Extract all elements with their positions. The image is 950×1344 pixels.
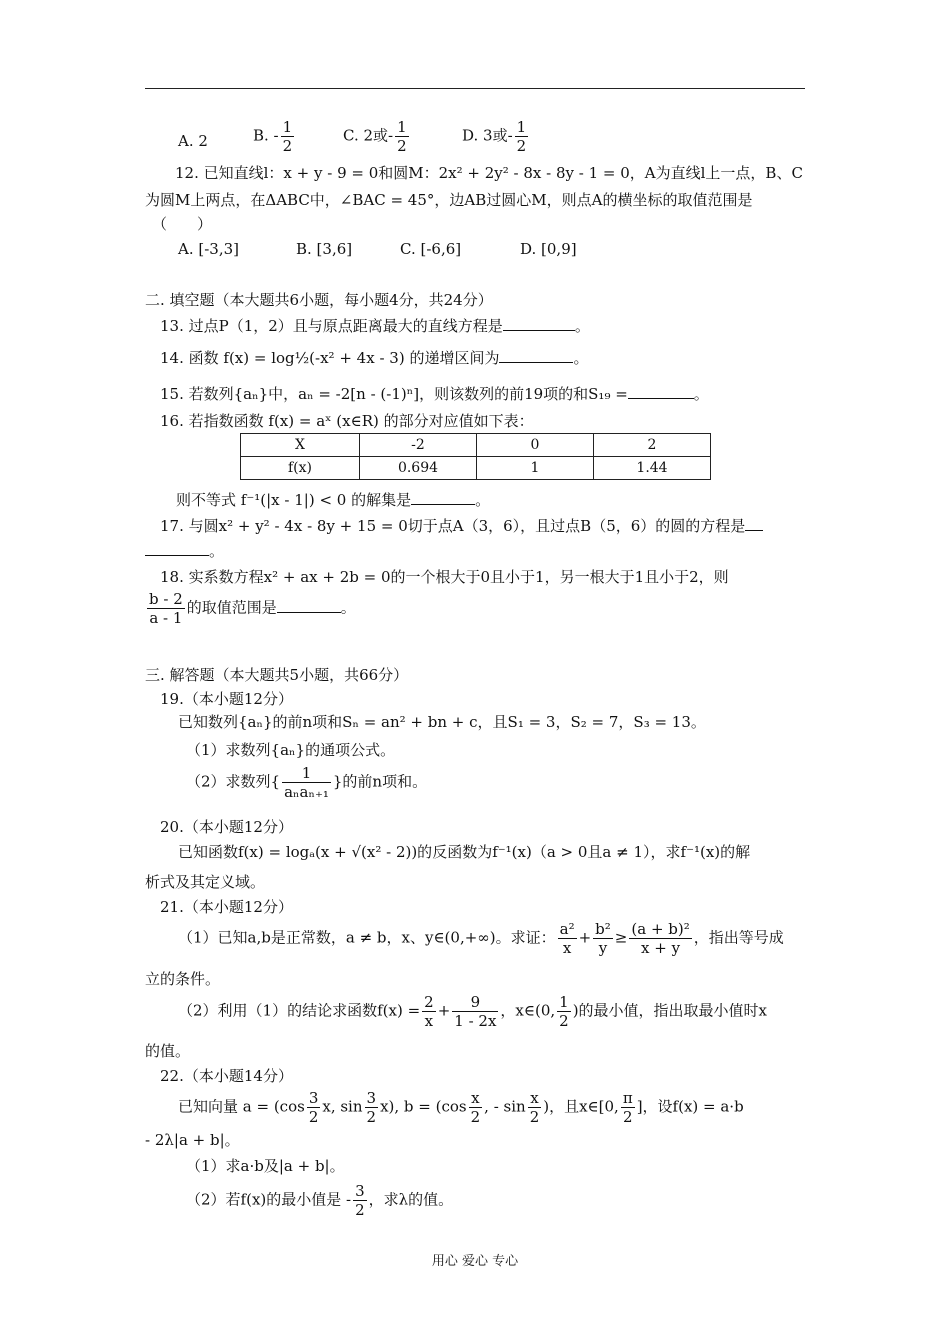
q22c: （1）求a·b及|a + b|。 xyxy=(186,1157,345,1175)
q19: 19.（本小题12分） xyxy=(160,690,293,708)
q12-option-c: C. [-6,6] xyxy=(400,240,462,258)
q20a: 已知函数f(x) = logₐ(x + √(x² - 2))的反函数为f⁻¹(x)（a > 0且a ≠ 1），求f⁻¹(x)的解 xyxy=(178,843,751,861)
q20: 20.（本小题12分） xyxy=(160,818,293,836)
q11-option-c: C. 2或- $\frac{1}{2}$ xyxy=(343,118,407,155)
q21a: （1）已知a,b是正常数，a ≠ b，x、y∈(0,+∞)。求证： $\frac{\text{a²}}{x}$ + $\frac{\text{b²}}{y}$ ≥ $\frac{\text{(a + b)²}}{x + y}$ ，指出等号成 xyxy=(178,920,784,957)
q22d: （2）若f(x)的最小值是 - $\frac{3}{2}$ ，求λ的值。 xyxy=(186,1182,454,1219)
section3-title: 三. 解答题（本大题共5小题，共66分） xyxy=(145,666,409,684)
q11-option-d: D. 3或- $\frac{1}{2}$ xyxy=(462,118,527,155)
table-cell: 2 xyxy=(594,434,711,457)
q12-line3: （ ） xyxy=(152,215,213,233)
q14: 14. 函数 f(x) = log½(-x² + 4x - 3) 的递增区间为 。 xyxy=(160,349,589,367)
table-row xyxy=(241,457,711,480)
q12-option-a: A. [-3,3] xyxy=(178,240,239,258)
section2-title: 二. 填空题（本大题共6小题，每小题4分，共24分） xyxy=(145,291,493,309)
table-cell: -2 xyxy=(360,434,477,457)
q12-line2: 为圆M上两点，在ΔABC中，∠BAC = 45°，边AB过圆心M，则点A的横坐标的取值范围是 xyxy=(145,191,753,209)
table-cell: X xyxy=(241,434,360,457)
q22b: - 2λ|a + b|。 xyxy=(145,1131,240,1149)
table-row xyxy=(241,434,711,457)
q19b: （1）求数列{aₙ}的通项公式。 xyxy=(186,741,396,759)
table-cell: 1 xyxy=(477,457,594,480)
q22a: 已知向量 a = (cos $\frac{3}{2}$ x, sin $\frac{3}{2}$ x), b = (cos $\frac{x}{2}$ , - sin $\frac{x}{2}$ )，且x∈[0, $\frac{\pi}{2}$ ]，设f(x) = a·b xyxy=(178,1089,744,1126)
q12-option-b: B. [3,6] xyxy=(296,240,353,258)
table-cell: 0 xyxy=(477,434,594,457)
table-cell: 0.694 xyxy=(360,457,477,480)
q21d: 的值。 xyxy=(145,1042,191,1060)
table-cell: f(x) xyxy=(241,457,360,480)
page-footer: 用心 爱心 专心 xyxy=(431,1254,519,1269)
q21b: 立的条件。 xyxy=(145,970,221,988)
q20b: 析式及其定义域。 xyxy=(145,873,266,891)
q18b: $\frac{b - 2}{a - 1}$ 的取值范围是 。 xyxy=(149,590,356,627)
q21c: （2）利用（1）的结论求函数f(x) = $\frac{2}{x}$ + $\frac{9}{1 - 2x}$ ，x∈(0, $\frac{1}{2}$ )的最小值，指出取最小值时x xyxy=(178,993,768,1030)
q19c: （2）求数列{ $\frac{1}{\text{aₙaₙ₊₁}}$ }的前n项和。 xyxy=(186,764,428,801)
q21: 21.（本小题12分） xyxy=(160,898,293,916)
q13: 13. 过点P（1，2）且与原点距离最大的直线方程是 。 xyxy=(160,317,590,335)
q12-line1: 12. 已知直线l：x + y - 9 = 0和圆M：2x² + 2y² - 8x - 8y - 1 = 0，A为直线l上一点，B、C xyxy=(175,164,803,182)
header-rule xyxy=(145,88,805,89)
q17-cont: 。 xyxy=(145,541,224,561)
q22: 22.（本小题14分） xyxy=(160,1067,293,1085)
q17: 17. 与圆x² + y² - 4x - 8y + 15 = 0切于点A（3，6），且过点B（5，6）的圆的方程是 xyxy=(160,516,763,536)
q11-option-a: A. 2 xyxy=(178,132,208,150)
q18: 18. 实系数方程x² + ax + 2b = 0的一个根大于0且小于1，另一根大于1且小于2，则 xyxy=(160,568,729,586)
q11-option-b: B. - $\frac{1}{2}$ xyxy=(253,118,293,155)
q15: 15. 若数列{aₙ}中，aₙ = -2[n - (-1)ⁿ]，则该数列的前19项的和S₁₉ = 。 xyxy=(160,385,709,403)
q16b: 则不等式 f⁻¹(|x - 1|) < 0 的解集是 。 xyxy=(176,491,491,509)
value-table xyxy=(240,433,711,480)
table-cell: 1.44 xyxy=(594,457,711,480)
q12-option-d: D. [0,9] xyxy=(520,240,577,258)
q19a: 已知数列{aₙ}的前n项和Sₙ = an² + bn + c，且S₁ = 3，S₂ = 7，S₃ = 13。 xyxy=(178,713,706,731)
q16: 16. 若指数函数 f(x) = aˣ (x∈R) 的部分对应值如下表： xyxy=(160,412,534,430)
